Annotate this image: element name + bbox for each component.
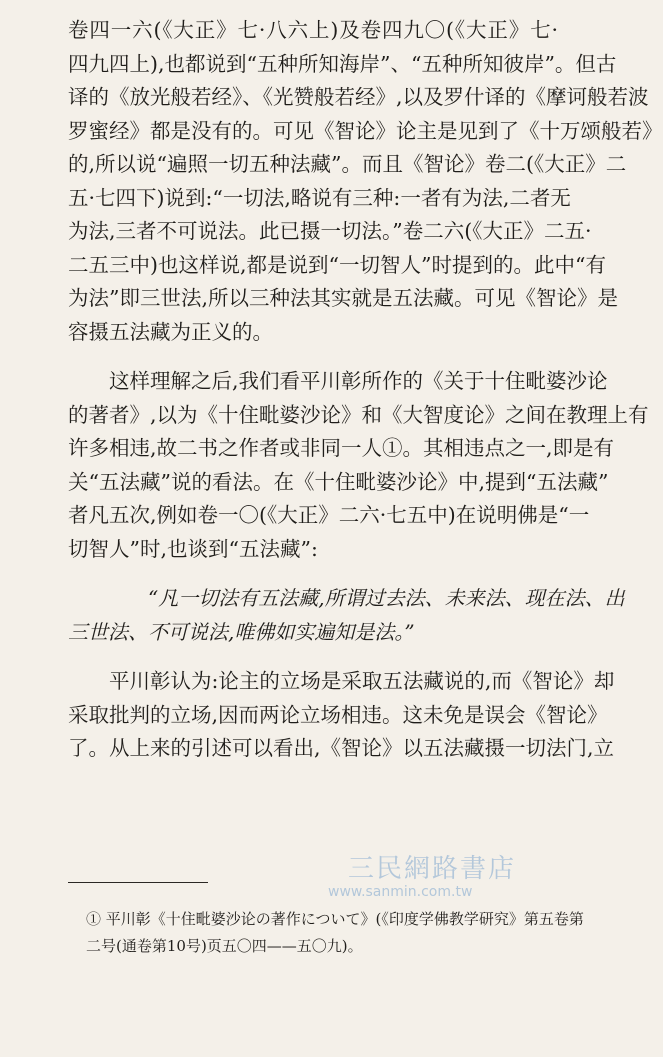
text-line: 关“五法藏”说的看法。在《十住毗婆沙论》中,提到“五法藏” [68, 469, 609, 494]
text-line: 切智人”时,也谈到“五法藏”: [68, 536, 318, 561]
text-line: 容摄五法藏为正义的。 [68, 319, 273, 344]
text-line: 五·七四下)说到:“一切法,略说有三种:一者有为法,二者无 [68, 185, 571, 210]
footnote-line: 二号(通卷第10号)页五〇四——五〇九)。 [86, 937, 363, 955]
text-line: 的,所以说“遍照一切五种法藏”。而且《智论》卷二(《大正》二 [68, 152, 627, 176]
paragraph-gap [68, 349, 558, 365]
paragraph-gap [68, 566, 558, 582]
block-quote [68, 582, 625, 649]
text-line: 了。从上来的引述可以看出,《智论》以五法藏摄一切法门,立 [68, 736, 615, 760]
text-line: 为法,三者不可说法。此已摄一切法。”卷二六(《大正》二五· [68, 219, 592, 243]
text-line: 四九四上),也都说到“五种所知海岸”、“五种所知彼岸”。但古 [68, 51, 617, 76]
main-text [68, 14, 663, 766]
text-line: 许多相违,故二书之作者或非同一人①。其相违点之一,即是有 [68, 436, 615, 460]
footnote-divider [68, 882, 208, 883]
paragraph-2 [68, 365, 649, 566]
paragraph-1 [68, 14, 663, 349]
paragraph-3 [68, 665, 615, 766]
text-line: 二五三中)也这样说,都是说到“一切智人”时提到的。此中“有 [68, 252, 606, 277]
text-line: 为法”即三世法,所以三种法其实就是五法藏。可见《智论》是 [68, 286, 618, 310]
text-line: 罗蜜经》都是没有的。可见《智论》论主是见到了《十万颂般若》 [68, 118, 663, 143]
watermark-url: www.sanmin.com.tw [328, 884, 473, 900]
quote-line: 三世法、不可说法,唯佛如实遍知是法。” [68, 619, 415, 644]
text-line: 译的《放光般若经》、《光赞般若经》,以及罗什译的《摩诃般若波 [68, 85, 649, 109]
text-line: 者凡五次,例如卷一〇(《大正》二六·七五中)在说明佛是“一 [68, 503, 590, 527]
footnote-line: ① 平川彰《十住毗婆沙论の著作について》(《印度学佛教学研究》第五卷第 [86, 910, 584, 928]
paragraph-gap [68, 649, 558, 665]
watermark-title: 三民網路書店 [348, 854, 517, 884]
text-line: 这样理解之后,我们看平川彰所作的《关于十住毗婆沙论 [109, 369, 608, 393]
quote-line: “凡一切法有五法藏,所谓过去法、未来法、现在法、出 [148, 586, 625, 610]
text-line: 平川彰认为:论主的立场是采取五法藏说的,而《智论》却 [109, 669, 615, 693]
text-line: 采取批判的立场,因而两论立场相违。这未免是误会《智论》 [68, 702, 608, 727]
watermark-logo [328, 848, 588, 908]
footnote [86, 906, 584, 960]
text-line: 卷四一六(《大正》七·八六上)及卷四九〇(《大正》七· [68, 18, 558, 42]
text-line: 的著者》,以为《十住毗婆沙论》和《大智度论》之间在教理上有 [68, 402, 649, 427]
